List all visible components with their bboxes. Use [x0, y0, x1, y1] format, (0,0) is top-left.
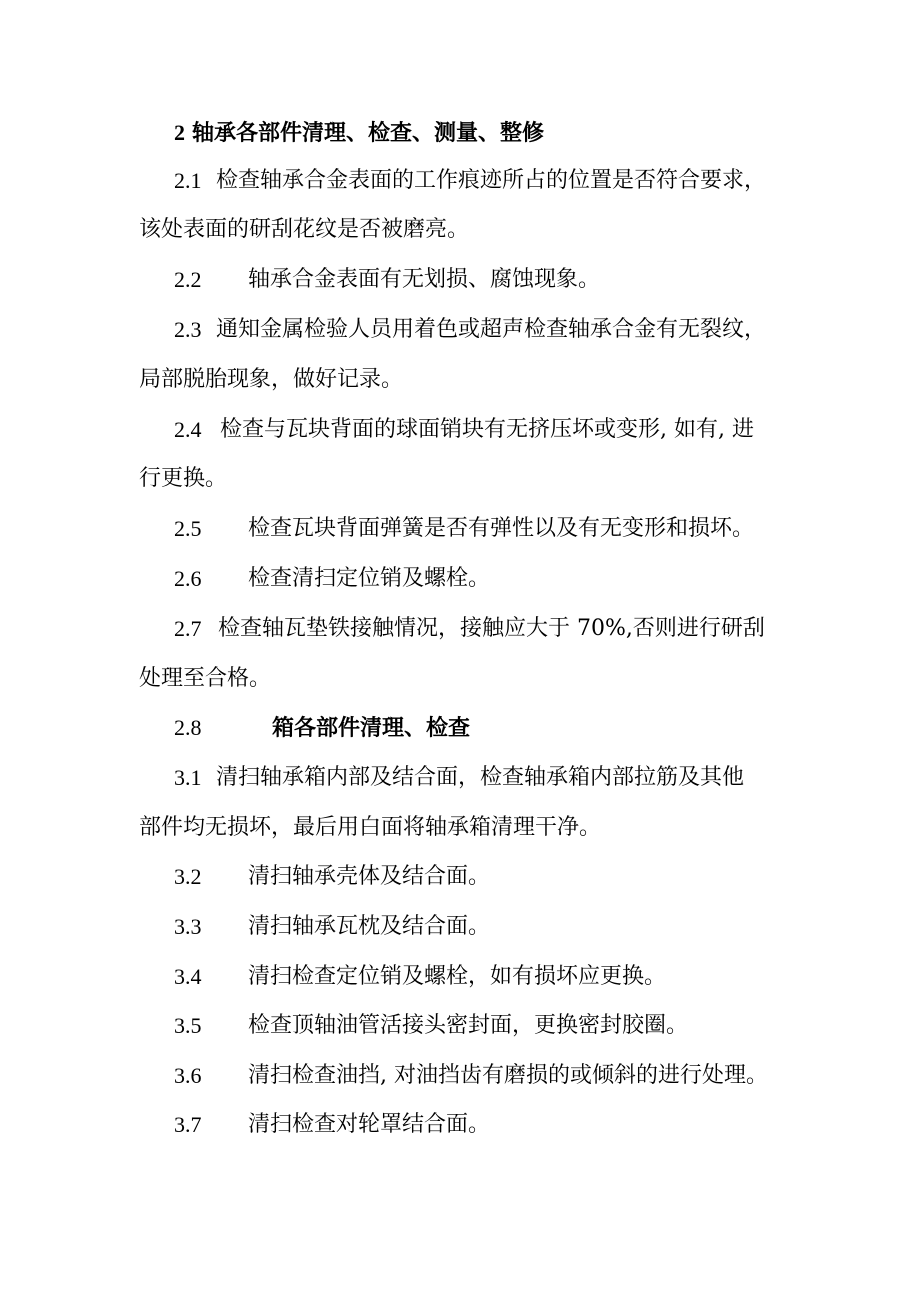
- item-number: 3.4: [174, 964, 202, 989]
- item-number: 2.4: [174, 417, 202, 442]
- item-text-line2: 部件均无损坏，最后用白面将轴承箱清理干净。: [139, 815, 602, 840]
- item-text-line2: 该处表面的研刮花纹是否被磨亮。: [139, 217, 470, 242]
- item-number: 2.6: [174, 566, 202, 591]
- item-text-line2: 处理至合格。: [139, 666, 272, 691]
- item-number: 3.2: [174, 864, 202, 889]
- item-text: 清扫轴承瓦枕及结合面。: [248, 914, 491, 939]
- item-text: 清扫检查定位销及螺栓，如有损坏应更换。: [248, 964, 667, 989]
- item-number: 3.3: [174, 914, 202, 939]
- item-number: 2.8: [174, 715, 202, 740]
- item-number: 2.3: [174, 317, 202, 342]
- item-number: 2.1: [174, 168, 202, 193]
- item-number: 2.2: [174, 267, 202, 292]
- item-text-line1: 检查轴承合金表面的工作痕迹所占的位置是否符合要求，: [216, 168, 767, 193]
- item-text-line2: 局部脱胎现象，做好记录。: [139, 367, 404, 392]
- item-number: 2.7: [174, 616, 202, 641]
- item-text-line1: 检查与瓦块背面的球面销块有无挤压坏或变形, 如有, 进: [220, 417, 754, 442]
- heading-text: 轴承各部件清理、检查、测量、整修: [192, 120, 545, 146]
- item-text-line1: 检查轴瓦垫铁接触情况，接触应大于 70%,否则进行研刮: [218, 616, 765, 641]
- item-number: 3.1: [174, 765, 202, 790]
- item-text: 清扫轴承壳体及结合面。: [248, 864, 491, 889]
- item-text: 检查清扫定位销及螺栓。: [248, 566, 491, 591]
- item-number: 2.5: [174, 516, 202, 541]
- heading-number: 2: [174, 120, 185, 145]
- item-text: 清扫检查油挡, 对油挡齿有磨损的或倾斜的进行处理。: [248, 1063, 768, 1088]
- item-text: 轴承合金表面有无划损、腐蚀现象。: [248, 267, 601, 292]
- item-text-line1: 清扫轴承箱内部及结合面，检查轴承箱内部拉筋及其他: [216, 765, 745, 790]
- item-text: 检查瓦块背面弹簧是否有弹性以及有无变形和损坏。: [248, 516, 755, 541]
- item-number: 3.6: [174, 1063, 202, 1088]
- item-text-line1: 通知金属检验人员用着色或超声检查轴承合金有无裂纹，: [216, 317, 767, 342]
- item-number: 3.7: [174, 1112, 202, 1137]
- item-text: 检查顶轴油管活接头密封面，更换密封胶圈。: [248, 1013, 689, 1038]
- item-number: 3.5: [174, 1013, 202, 1038]
- item-text: 清扫检查对轮罩结合面。: [248, 1112, 491, 1137]
- item-text-line2: 行更换。: [139, 466, 228, 491]
- item-text: 箱各部件清理、检查: [272, 715, 471, 741]
